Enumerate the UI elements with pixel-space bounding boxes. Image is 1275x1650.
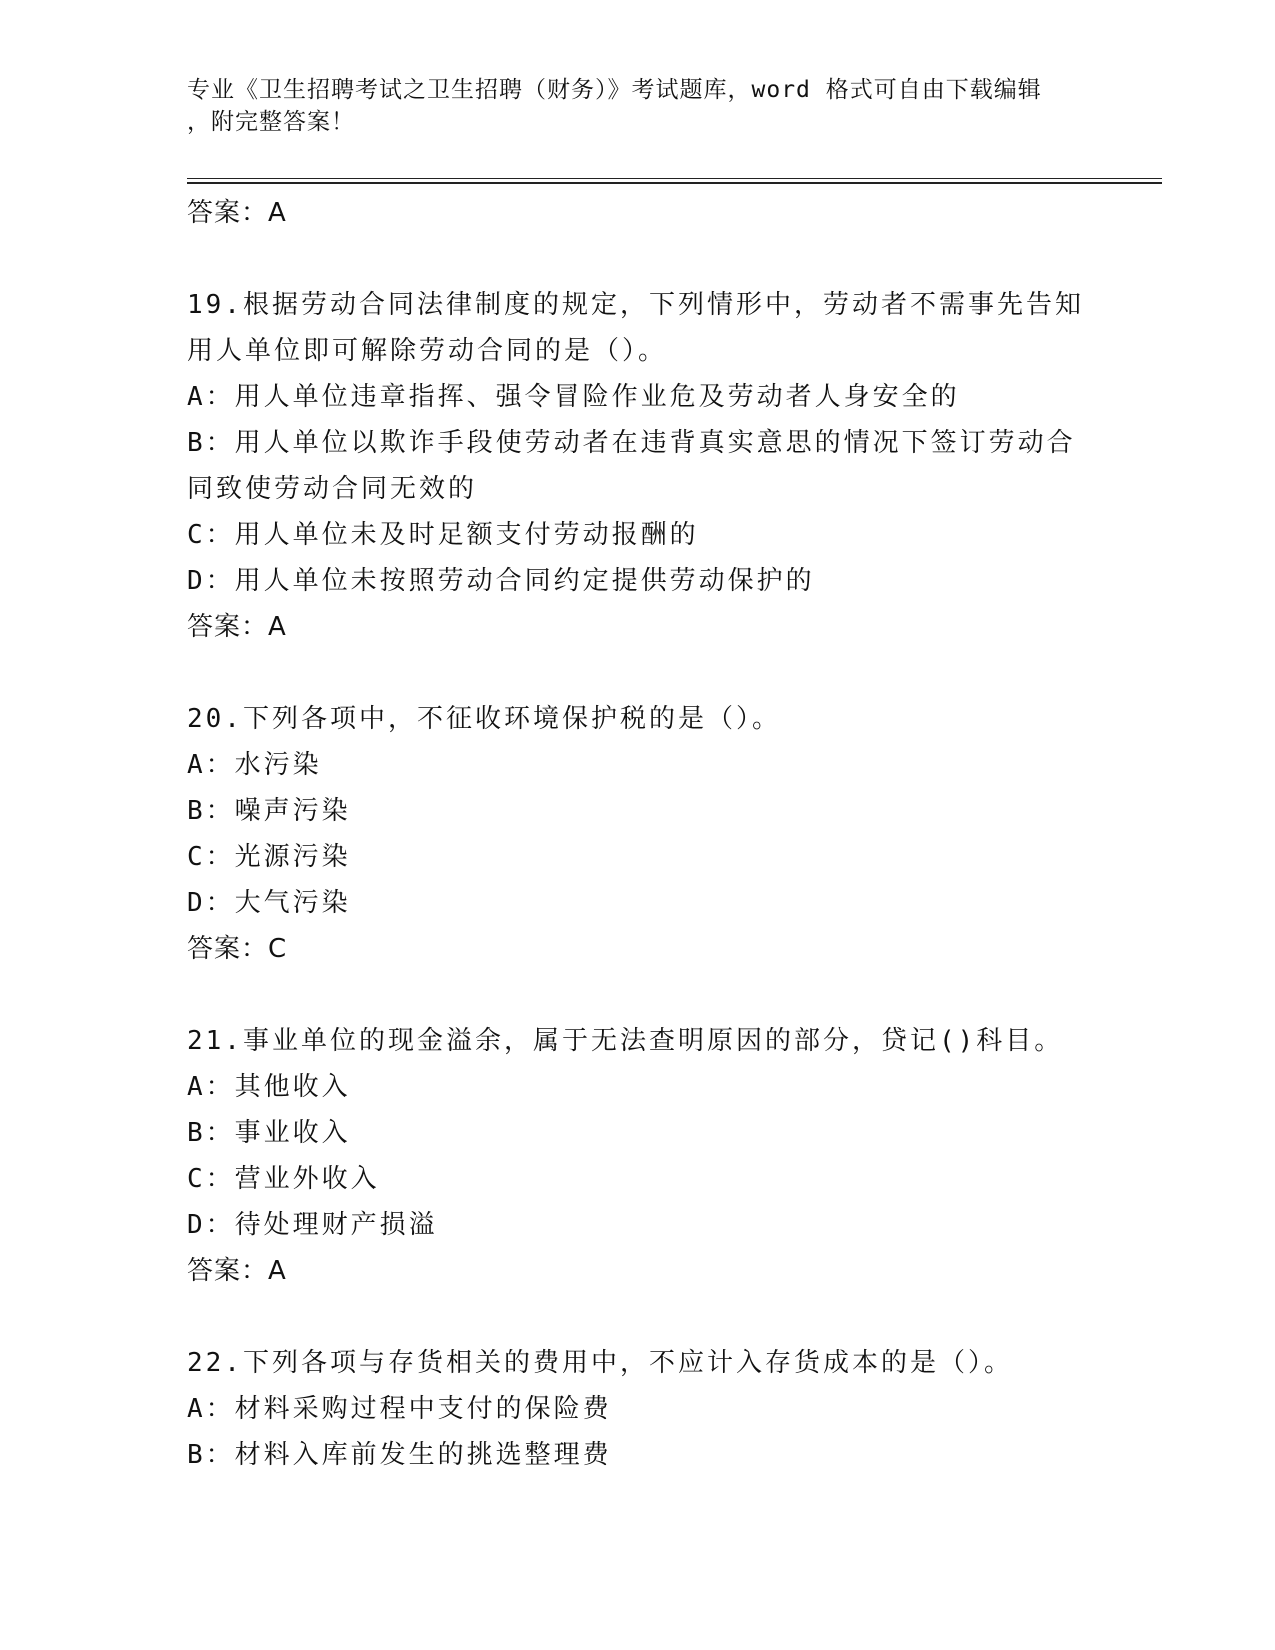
- answer-line: 答案：A: [187, 612, 287, 642]
- option-b: B：事业收入: [187, 1118, 351, 1148]
- spacer: [187, 236, 1117, 282]
- option-b: B：材料入库前发生的挑选整理费: [187, 1440, 612, 1470]
- spacer: [187, 650, 1117, 696]
- option-d: D：大气污染: [187, 888, 351, 918]
- document-header: [187, 74, 1087, 138]
- option-b: B：噪声污染: [187, 796, 351, 826]
- question-list: [187, 190, 1117, 1478]
- question-stem: 21.事业单位的现金溢余，属于无法查明原因的部分，贷记()科目。: [187, 1026, 1064, 1056]
- spacer: [187, 1294, 1117, 1340]
- option-b-continued: 同致使劳动合同无效的: [187, 474, 478, 504]
- option-a: A：其他收入: [187, 1072, 351, 1102]
- question-stem: 20.下列各项中，不征收环境保护税的是（）。: [187, 704, 781, 734]
- option-c: C：营业外收入: [187, 1164, 380, 1194]
- question-22: [187, 1340, 1117, 1478]
- question-stem: 22.下列各项与存货相关的费用中，不应计入存货成本的是（）。: [187, 1348, 1013, 1378]
- header-divider-thin: [187, 178, 1162, 179]
- option-a: A：水污染: [187, 750, 322, 780]
- header-line-1: 专业《卫生招聘考试之卫生招聘（财务）》考试题库，word 格式可自由下载编辑: [187, 77, 1042, 103]
- answer-line: 答案：A: [187, 1256, 287, 1286]
- question-20: [187, 696, 1117, 972]
- header-line-2: ，附完整答案！: [187, 109, 355, 135]
- question-19: [187, 282, 1117, 650]
- question-stem: 19.根据劳动合同法律制度的规定，下列情形中，劳动者不需事先告知: [187, 290, 1084, 320]
- question-stem: 用人单位即可解除劳动合同的是（）。: [187, 336, 668, 366]
- option-a: A：材料采购过程中支付的保险费: [187, 1394, 612, 1424]
- answer-line: 答案：A: [187, 198, 287, 228]
- answer-line: 答案：C: [187, 934, 288, 964]
- option-d: D：用人单位未按照劳动合同约定提供劳动保护的: [187, 566, 815, 596]
- header-divider-thick: [187, 182, 1162, 184]
- option-d: D：待处理财产损溢: [187, 1210, 438, 1240]
- question-21: [187, 1018, 1117, 1294]
- option-b: B：用人单位以欺诈手段使劳动者在违背真实意思的情况下签订劳动合: [187, 428, 1076, 458]
- option-c: C：用人单位未及时足额支付劳动报酬的: [187, 520, 699, 550]
- option-c: C：光源污染: [187, 842, 351, 872]
- spacer: [187, 972, 1117, 1018]
- option-a: A：用人单位违章指挥、强令冒险作业危及劳动者人身安全的: [187, 382, 960, 412]
